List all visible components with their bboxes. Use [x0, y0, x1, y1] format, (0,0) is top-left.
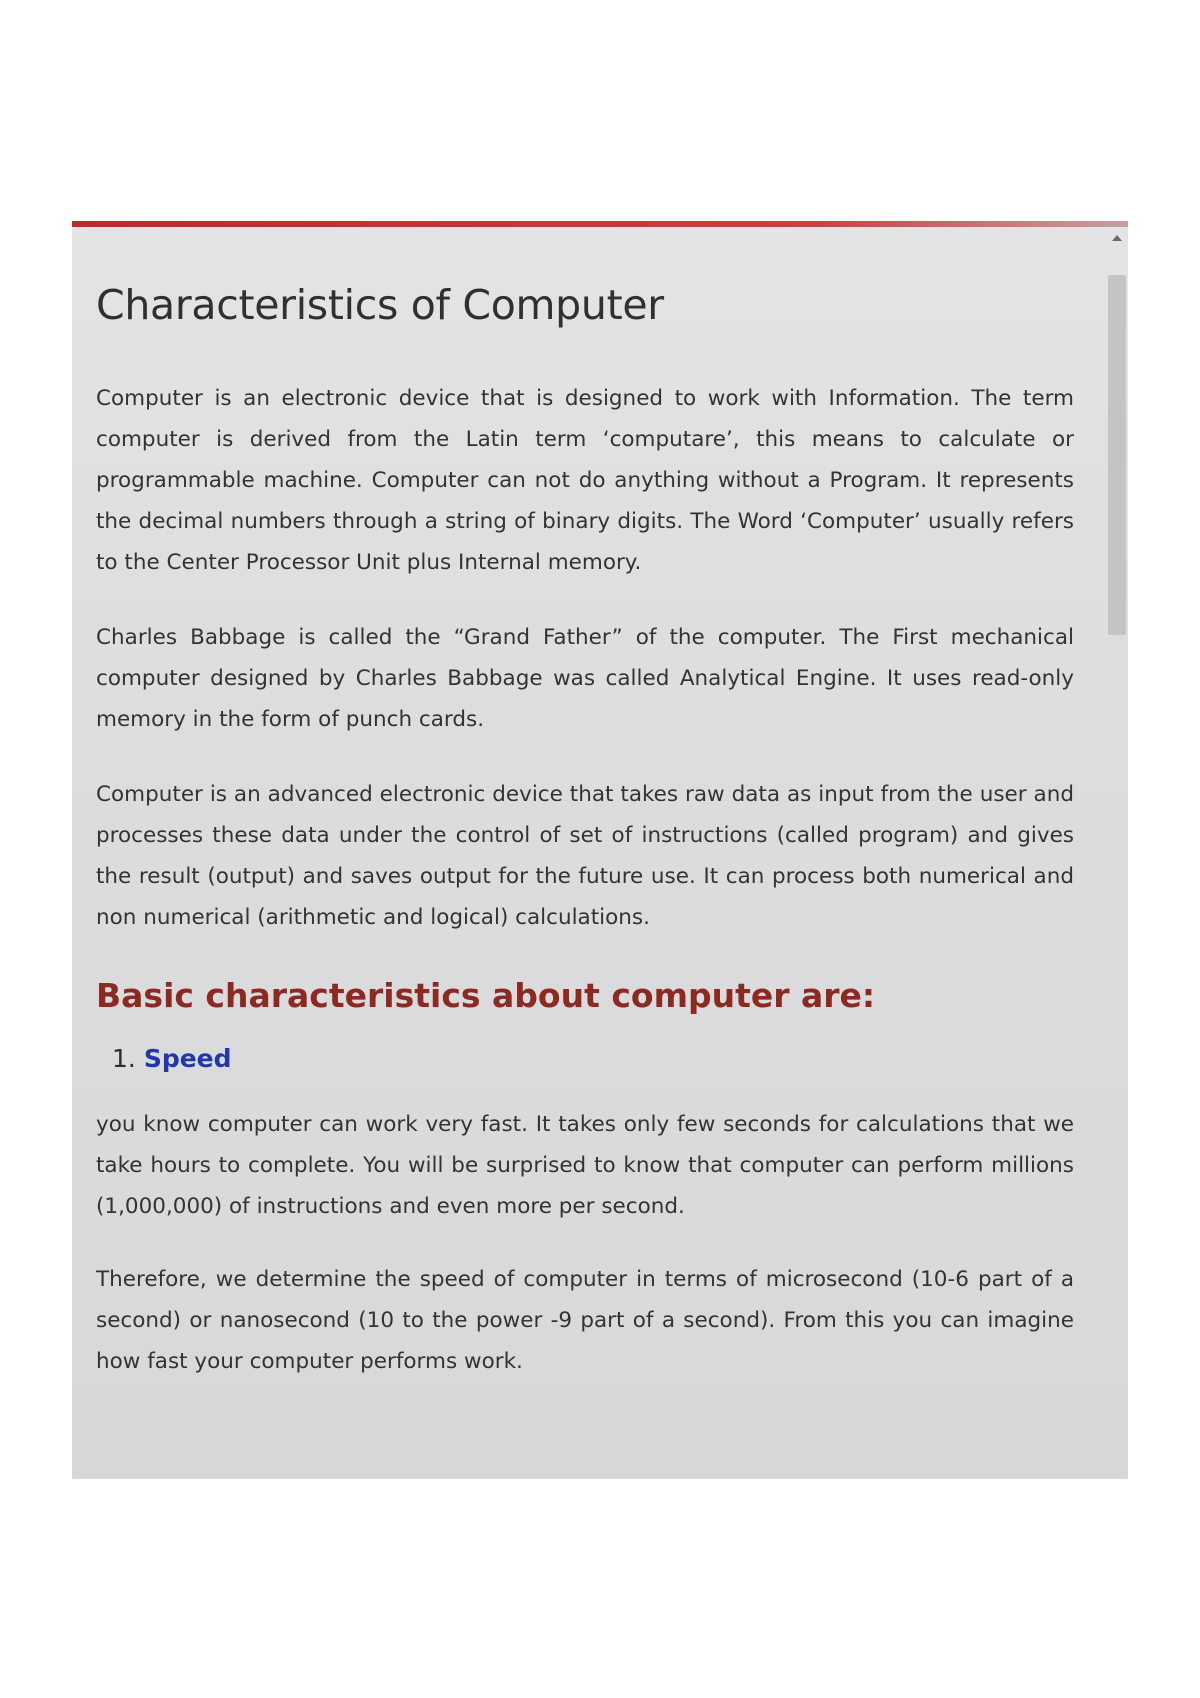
list-item-title: Speed: [143, 1043, 232, 1073]
speed-detail-paragraph: Therefore, we determine the speed of computer in terms of microsecond (10-6 part of a second) or nanosecond (10 to the power -9 part of a second). From this you can imagine how fast your computer performs work.: [96, 1266, 1074, 1374]
list-item-number: 1.: [112, 1043, 136, 1073]
scrollbar-thumb[interactable]: [1108, 275, 1126, 635]
speed-paragraph: you know computer can work very fast. It takes only few seconds for calculations that we take hours to complete. You will be surprised to know that computer can perform millions (1,000,000) of instructions and even more per second.: [96, 1111, 1074, 1219]
vertical-scrollbar[interactable]: [1106, 227, 1128, 1479]
section-heading: Basic characteristics about computer are:: [96, 976, 876, 1016]
top-accent-bar: [72, 221, 1128, 227]
scroll-up-arrow-icon[interactable]: [1112, 235, 1122, 241]
intro-paragraph: Computer is an electronic device that is designed to work with Information. The term computer is derived from the Latin term ‘computare’, this means to calculate or programmable machine. Computer can not do anything without a Program. It represents the decimal numbers through a string of binary digits. The Word ‘Computer’ usually refers to the Center Processor Unit plus Internal memory.: [96, 386, 1074, 576]
article-content: [96, 281, 1074, 1382]
screen: [72, 221, 1128, 1479]
list-item-speed: [112, 1044, 1074, 1074]
definition-paragraph: Computer is an advanced electronic device that takes raw data as input from the user and processes these data under the control of set of instructions (called program) and gives the result (output) and saves output for the future use. It can process both numerical and non numerical (arithmetic and logical) calculations.: [96, 782, 1074, 931]
page-title: Characteristics of Computer: [96, 281, 664, 329]
babbage-paragraph: Charles Babbage is called the “Grand Father” of the computer. The First mechanical computer designed by Charles Babbage was called Analytical Engine. It uses read-only memory in the form of punch cards.: [96, 625, 1074, 733]
